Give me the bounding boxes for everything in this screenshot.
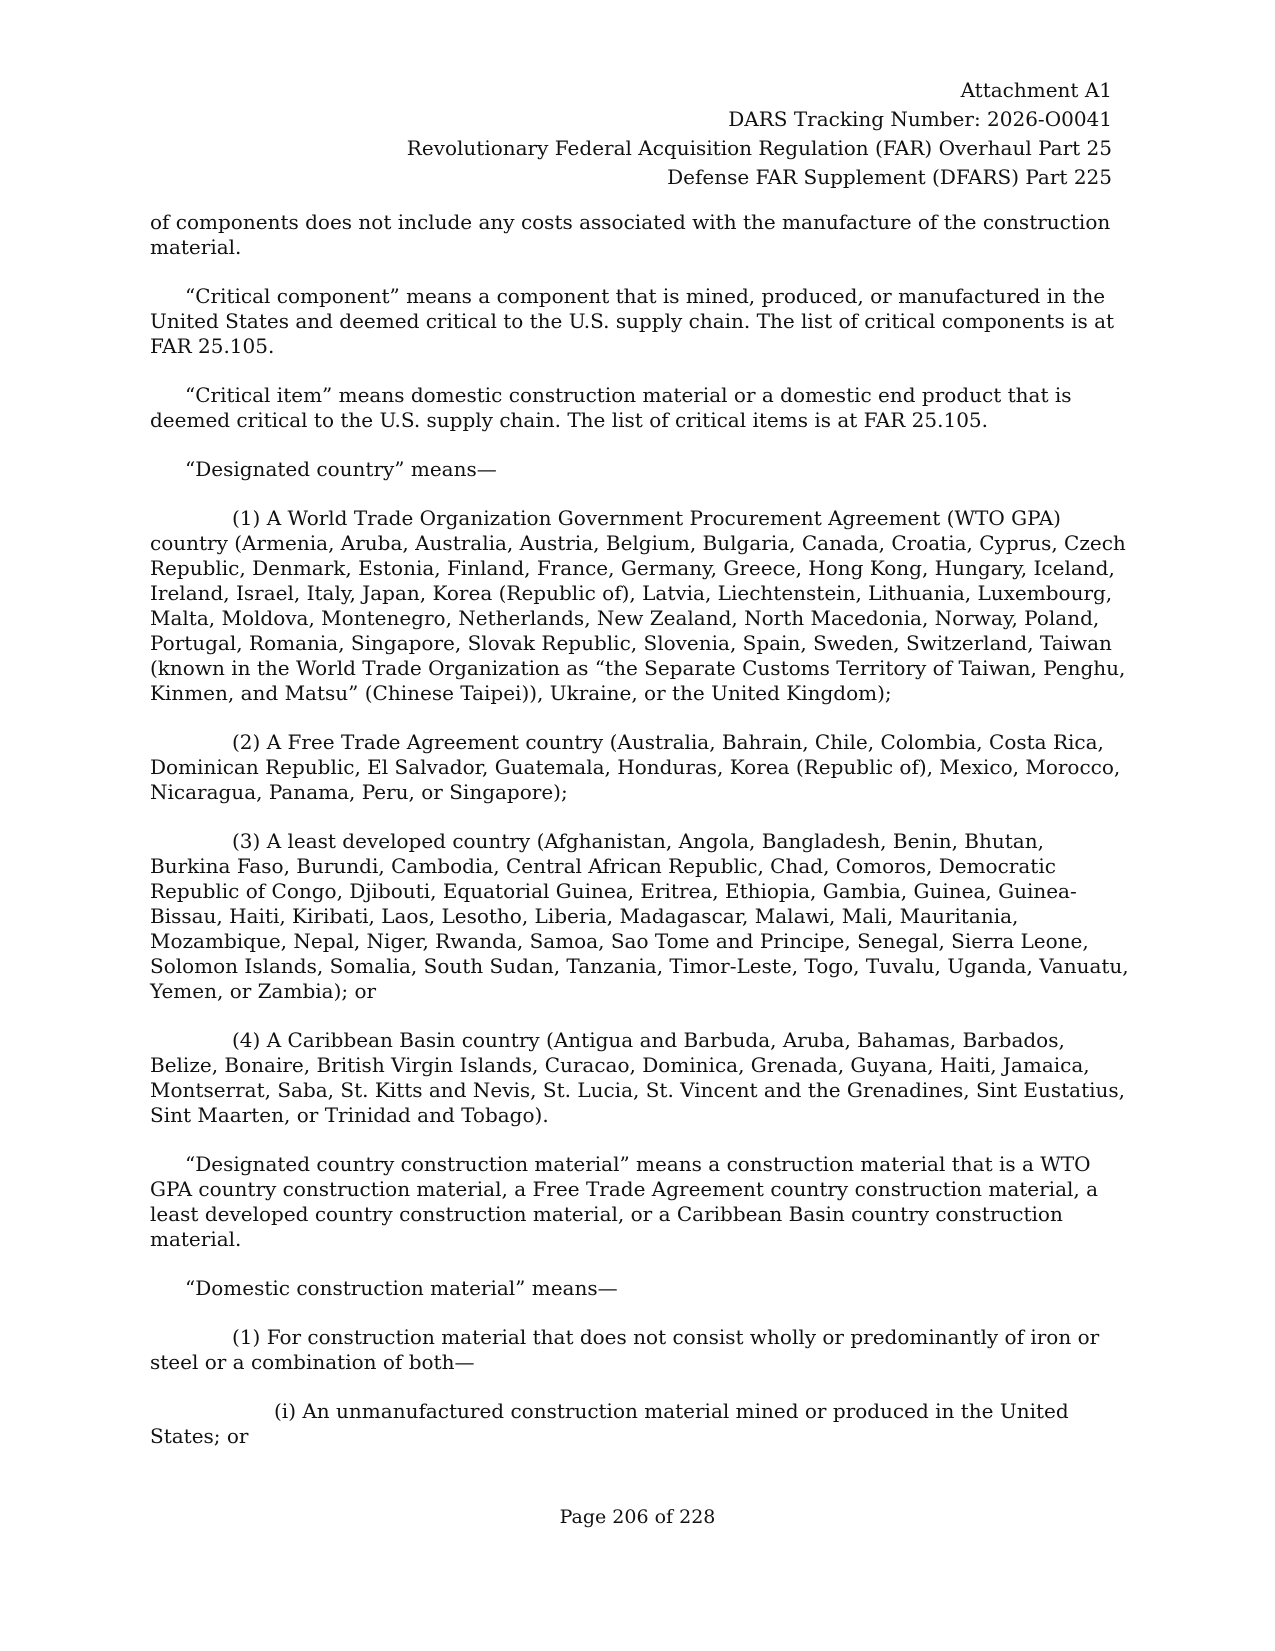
supplement-title: Defense FAR Supplement (DFARS) Part 225 (667, 165, 1112, 189)
tracking-number: DARS Tracking Number: 2026-O0041 (728, 107, 1112, 131)
document-header (407, 76, 1112, 192)
paragraph-continuation: of components does not include any costs associated with the manufacture of the construction material. (150, 210, 1111, 259)
definition-critical-item: “Critical item” means domestic construction material or a domestic end product that is deemed critical to the U.S. supply chain. The list of critical items is at FAR 25.105. (150, 383, 1072, 432)
domestic-construction-material-subitem-i: (i) An unmanufactured construction material mined or produced in the United States; or (150, 1399, 1069, 1448)
definition-designated-country: “Designated country” means— (185, 457, 497, 481)
regulation-title: Revolutionary Federal Acquisition Regulation (FAR) Overhaul Part 25 (406, 136, 1112, 160)
domestic-construction-material-item-1: (1) For construction material that does not consist wholly or predominantly of iron or steel or a combination of both— (150, 1325, 1100, 1374)
designated-country-item-1: (1) A World Trade Organization Government Procurement Agreement (WTO GPA) country (Armenia, Aruba, Australia, Austria, Belgium, Bulgaria, Canada, Croatia, Cyprus, Czech Republic, Denmark, Estonia, Finland, France, Germany, Greece, Hong Kong, Hungary, Iceland, Ireland, Israel, Italy, Japan, Korea (Republic of), Latvia, Liechtenstein, Lithuania, Luxembourg, Malta, Moldova, Montenegro, Netherlands, New Zealand, North Macedonia, Norway, Poland, Portugal, Romania, Singapore, Slovak Republic, Slovenia, Spain, Sweden, Switzerland, Taiwan (known in the World Trade Organization as “the Separate Customs Territory of Taiwan, Penghu, Kinmen, and Matsu” (Chinese Taipei)), Ukraine, or the United Kingdom); (150, 506, 1126, 705)
designated-country-item-4: (4) A Caribbean Basin country (Antigua and Barbuda, Aruba, Bahamas, Barbados, Belize, Bonaire, British Virgin Islands, Curacao, Dominica, Grenada, Guyana, Haiti, Jamaica, Montserrat, Saba, St. Kitts and Nevis, St. Lucia, St. Vincent and the Grenadines, Sint Eustatius, Sint Maarten, or Trinidad and Tobago). (150, 1028, 1126, 1127)
page-number: Page 206 of 228 (559, 1506, 716, 1528)
definition-domestic-construction-material: “Domestic construction material” means— (185, 1276, 618, 1300)
definition-designated-country-construction-material: “Designated country construction material” means a construction material that is a WTO GPA country construction material, a Free Trade Agreement country construction material, a least developed country construction material, or a Caribbean Basin country construction material. (150, 1152, 1099, 1251)
attachment-label: Attachment A1 (960, 78, 1112, 102)
document-body (150, 210, 1130, 1473)
designated-country-item-3: (3) A least developed country (Afghanistan, Angola, Bangladesh, Benin, Bhutan, Burkina Faso, Burundi, Cambodia, Central African Republic, Chad, Comoros, Democratic Republic of Congo, Djibouti, Equatorial Guinea, Eritrea, Ethiopia, Gambia, Guinea, Guinea-Bissau, Haiti, Kiribati, Laos, Lesotho, Liberia, Madagascar, Malawi, Mali, Mauritania, Mozambique, Nepal, Niger, Rwanda, Samoa, Sao Tome and Principe, Senegal, Sierra Leone, Solomon Islands, Somalia, South Sudan, Tanzania, Timor-Leste, Togo, Tuvalu, Uganda, Vanuatu, Yemen, or Zambia); or (150, 829, 1129, 1003)
definition-critical-component: “Critical component” means a component that is mined, produced, or manufactured in the United States and deemed critical to the U.S. supply chain. The list of critical components is at FAR 25.105. (150, 284, 1115, 358)
designated-country-item-2: (2) A Free Trade Agreement country (Australia, Bahrain, Chile, Colombia, Costa Rica, Dominican Republic, El Salvador, Guatemala, Honduras, Korea (Republic of), Mexico, Morocco, Nicaragua, Panama, Peru, or Singapore); (150, 730, 1121, 804)
